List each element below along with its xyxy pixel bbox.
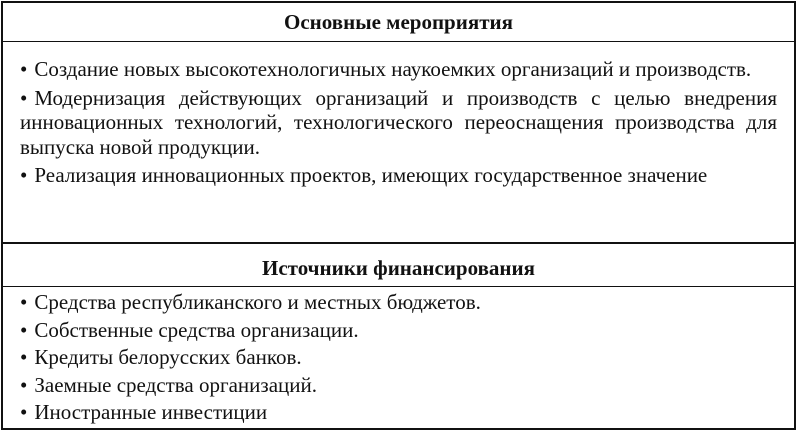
- list-item-text: Модернизация действующих организаций и производств с целью внедрения инновационных технологий, технологического переоснащения производства для выпуска новой продукции.: [20, 85, 777, 159]
- list-item-text: Реализация инновационных проектов, имеющих государственное значение: [34, 163, 708, 187]
- main-activities-heading: Основные мероприятия: [284, 10, 513, 34]
- main-activities-list: [20, 57, 777, 192]
- bullet-icon: •: [20, 345, 28, 369]
- funding-sources-list: [20, 290, 777, 428]
- funding-sources-section: [3, 244, 794, 428]
- list-item-text: Иностранные инвестиции: [34, 400, 268, 424]
- list-item: [20, 57, 777, 82]
- list-item-text: Кредиты белорусских банков.: [34, 345, 302, 369]
- list-item: [20, 318, 777, 343]
- list-item: [20, 86, 777, 160]
- list-item-text: Создание новых высокотехнологичных наукоемких организаций и производств.: [34, 57, 752, 81]
- list-item: [20, 373, 777, 398]
- bullet-icon: •: [20, 400, 28, 424]
- bullet-icon: •: [20, 57, 28, 81]
- list-item: [20, 345, 777, 370]
- divider: [3, 41, 794, 42]
- bullet-icon: •: [20, 317, 28, 342]
- bullet-icon: •: [20, 290, 28, 314]
- main-activities-section: [3, 3, 794, 244]
- info-table: [1, 1, 796, 430]
- list-item: [20, 290, 777, 315]
- list-item-text: Средства республиканского и местных бюджетов.: [34, 290, 481, 314]
- list-item: [20, 163, 777, 188]
- bullet-icon: •: [20, 372, 28, 397]
- list-item: [20, 400, 777, 425]
- funding-sources-heading: Источники финансирования: [262, 256, 535, 280]
- list-item-text: Заемные средства организаций.: [34, 372, 317, 397]
- divider: [3, 286, 794, 287]
- list-item-text: Собственные средства организации.: [34, 317, 359, 342]
- bullet-icon: •: [20, 85, 28, 110]
- bullet-icon: •: [20, 163, 28, 187]
